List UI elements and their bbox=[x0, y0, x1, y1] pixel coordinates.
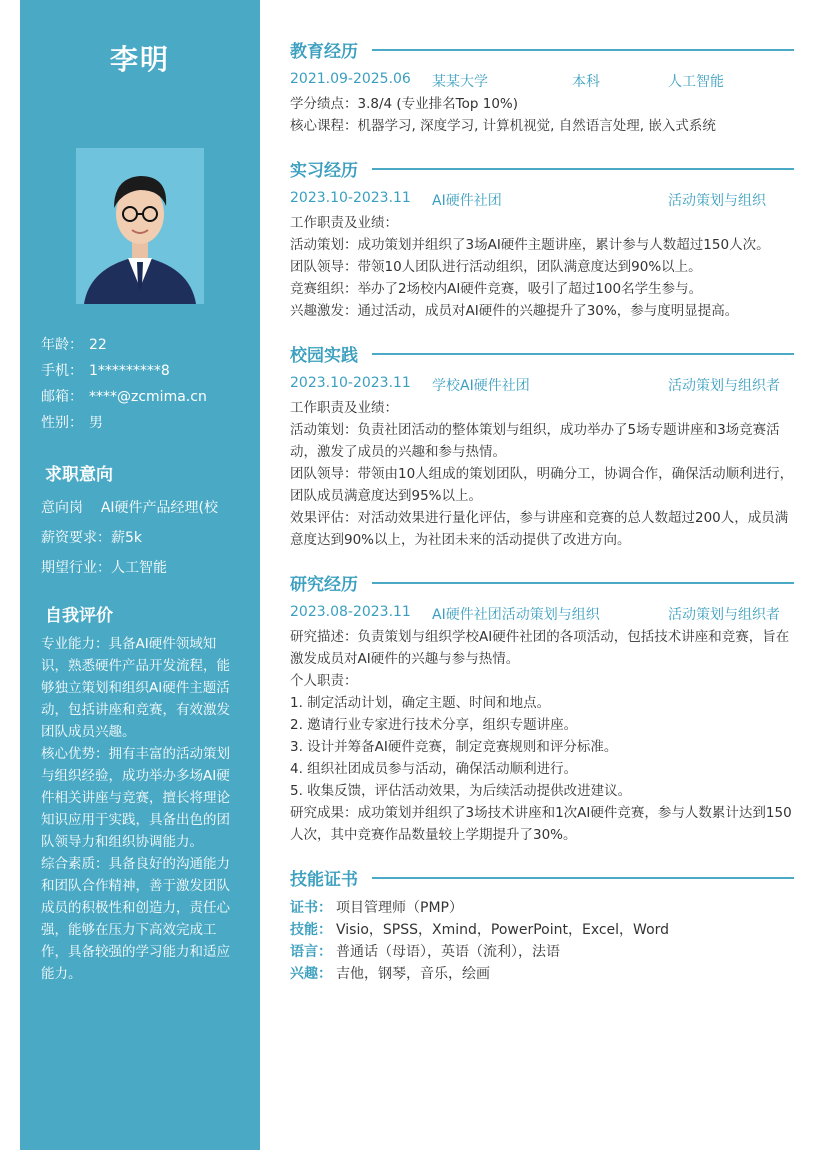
avatar-portrait-icon bbox=[76, 148, 204, 304]
basic-info bbox=[41, 336, 207, 440]
research-details: 研究描述：负责策划与组织学校AI硬件社团的各项活动，包括技术讲座和竞赛，旨在激发成员对AI硬件的兴趣与参与热情。 个人职责： 1. 制定活动计划，确定主题、时间和地点。 2. 邀请行业专家进行技术分享，组织专题讲座。 3. 设计并筹备AI硬件竞赛，制定竞赛规则和评分标准。 4. 组织社团成员参与活动，确保活动顺利进行。 5. 收集反馈，评估活动效果，为后续活动提供改进建议。 研究成果：成功策划并组织了3场技术讲座和1次AI硬件竞赛，参与人数累计达到150人次，其中竞赛作品数量较上学期提升了30%。 bbox=[290, 629, 792, 843]
intent-title: 求职意向 bbox=[45, 465, 113, 485]
intent-position: 意向岗 AI硬件产品经理(校 bbox=[41, 500, 218, 516]
internship-section-title: 实习经历 bbox=[290, 156, 794, 180]
info-email: 邮箱： ****@zcmima.cn bbox=[41, 389, 207, 405]
sidebar bbox=[20, 0, 260, 1150]
skills-section-title: 技能证书 bbox=[290, 865, 794, 889]
divider bbox=[372, 353, 794, 355]
eval-paragraph: 核心优势：拥有丰富的活动策划与组织经验，成功举办多场AI硬件相关讲座与竞赛，擅长将理论知识应用于实践，具备出色的团队领导力和组织协调能力。 bbox=[41, 746, 230, 850]
info-age: 年龄： 22 bbox=[41, 337, 107, 353]
research-meta: 2023.08-2023.11 AI硬件社团活动策划与组织 活动策划与组织者 bbox=[290, 604, 780, 623]
job-intent bbox=[41, 498, 256, 588]
candidate-name: 李明 bbox=[109, 43, 170, 76]
skill-interests: 兴趣： 吉他，钢琴，音乐，绘画 bbox=[290, 966, 490, 982]
internship-details: 工作职责及业绩： 活动策划：成功策划并组织了3场AI硬件主题讲座，累计参与人数超过150人次。 团队领导：带领10人团队进行活动组织，团队满意度达到90%以上。 竞赛组织：举办了2场校内AI硬件竞赛，吸引了超过100名学生参与。 兴趣激发：通过活动，成员对AI硬件的兴趣提升了30%，参与度明显提高。 bbox=[290, 215, 770, 319]
education-section-title: 教育经历 bbox=[290, 37, 794, 61]
self-evaluation bbox=[41, 633, 242, 985]
profile-photo bbox=[76, 148, 204, 304]
divider bbox=[372, 582, 794, 584]
education-details: 学分绩点：3.8/4 (专业排名Top 10%) 核心课程：机器学习, 深度学习, 计算机视觉, 自然语言处理, 嵌入式系统 bbox=[290, 96, 716, 134]
info-gender: 性别： 男 bbox=[41, 415, 103, 431]
divider bbox=[372, 877, 794, 879]
divider bbox=[372, 49, 794, 51]
research-section-title: 研究经历 bbox=[290, 570, 794, 594]
internship-meta: 2023.10-2023.11 AI硬件社团 活动策划与组织 bbox=[290, 190, 766, 209]
divider bbox=[372, 168, 794, 170]
info-phone: 手机： 1*********8 bbox=[41, 363, 170, 379]
self-eval-title: 自我评价 bbox=[45, 606, 113, 626]
intent-industry: 期望行业：人工智能 bbox=[41, 560, 167, 576]
skills-list bbox=[290, 897, 669, 985]
skill-certificate: 证书： 项目管理师（PMP） bbox=[290, 900, 463, 916]
campus-details: 工作职责及业绩： 活动策划：负责社团活动的整体策划与组织，成功举办了5场专题讲座和3场竞赛活动，激发了成员的兴趣和参与热情。 团队领导：带领由10人组成的策划团队，明确分工，协调合作，确保活动顺利进行，团队成员满意度达到95%以上。 效果评估：对活动效果进行量化评估，参与讲座和竞赛的总人数超过200人，成员满意度达到90%以上，为社团未来的活动提供了改进方向。 bbox=[290, 400, 794, 548]
skill-languages: 语言： 普通话（母语），英语（流利），法语 bbox=[290, 944, 560, 960]
eval-paragraph: 综合素质：具备良好的沟通能力和团队合作精神，善于激发团队成员的积极性和创造力，责任心强，能够在压力下高效完成工作，具备较强的学习能力和适应能力。 bbox=[41, 856, 230, 982]
eval-paragraph: 专业能力：具备AI硬件领域知识，熟悉硬件产品开发流程，能够独立策划和组织AI硬件主题活动，包括讲座和竞赛，有效激发团队成员兴趣。 bbox=[41, 636, 230, 740]
skill-tools: 技能： Visio，SPSS，Xmind，PowerPoint，Excel，Word bbox=[290, 922, 670, 938]
campus-section-title: 校园实践 bbox=[290, 341, 794, 365]
education-meta: 2021.09-2025.06 某某大学 本科 人工智能 bbox=[290, 71, 724, 90]
campus-meta: 2023.10-2023.11 学校AI硬件社团 活动策划与组织者 bbox=[290, 375, 780, 394]
intent-salary: 薪资要求：薪5k bbox=[41, 530, 143, 546]
